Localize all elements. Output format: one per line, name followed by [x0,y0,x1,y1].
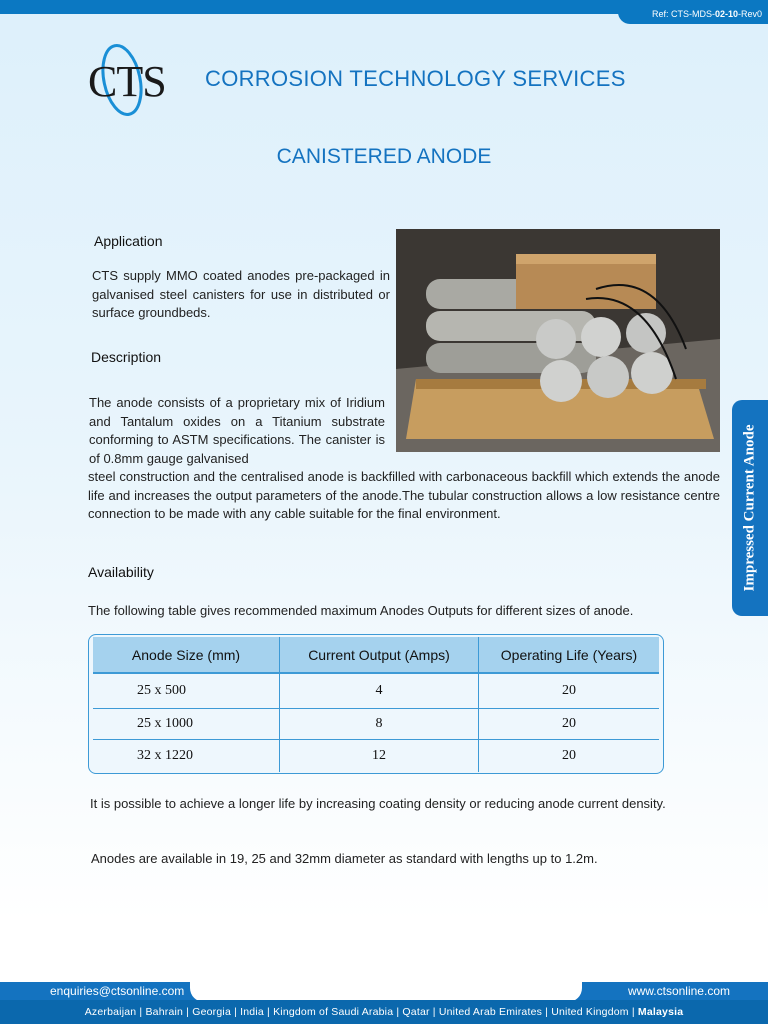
document-reference [618,0,768,24]
cell-anode-size: 25 x 500 [93,673,280,708]
anode-output-table [88,634,664,774]
application-text: CTS supply MMO coated anodes pre-packaged in galvanised steel canisters for use in distributed or surface groundbeds. [92,268,390,320]
description-text-part2: steel construction and the centralised anode is backfilled with carbonaceous backfill which extends the anode life and increases the output parameters of the anode.The tubular construction allows a low resistance centre connection to be made with any cable suitable for the final environment. [88,469,720,521]
cell-anode-size: 32 x 1220 [93,739,280,772]
cell-current-output: 8 [280,708,479,739]
availability-note: Anodes are available in 19, 25 and 32mm diameter as standard with lengths up to 1.2m. [91,851,598,866]
table-row [93,673,659,708]
side-tab-label: Impressed Current Anode [741,424,758,592]
page-title: CANISTERED ANODE [276,145,492,168]
header-current-output: Current Output (Amps) [280,637,479,673]
cell-operating-life: 20 [479,673,660,708]
description-heading: Description [91,349,162,365]
cell-current-output: 12 [280,739,479,772]
availability-intro: The following table gives recommended maximum Anodes Outputs for different sizes of anode. [88,603,634,618]
footer-contact-bar [0,982,768,1000]
side-tab [732,400,768,616]
description-text-part1: The anode consists of a proprietary mix of Iridium and Tantalum oxides on a Titanium substrate conforming to ASTM specifications. The canister is of 0.8mm gauge galvanised [89,395,385,466]
ref-suffix: -Rev0 [737,9,762,19]
application-heading: Application [94,233,163,249]
cell-anode-size: 25 x 1000 [93,708,280,739]
availability-heading: Availability [88,564,154,580]
ref-prefix: Ref: CTS-MDS- [651,9,715,19]
cell-current-output: 4 [280,673,479,708]
countries-bar [0,1000,768,1024]
canistered-anode-photo [396,229,720,452]
cts-logo [88,42,198,117]
logo-text: CTS [88,57,166,106]
email-link[interactable]: enquiries@ctsonline.com [50,984,185,998]
cell-operating-life: 20 [479,708,660,739]
table-row [93,708,659,739]
countries-list: Azerbaijan | Bahrain | Georgia | India | Kingdom of Saudi Arabia | Qatar | United Arab Emirates | United Kingdom | [84,1006,635,1018]
company-name: CORROSION TECHNOLOGY SERVICES [205,66,626,91]
table-row [93,739,659,772]
coating-density-note: It is possible to achieve a longer life by increasing coating density or reducing anode current density. [90,796,666,811]
footer-notch [190,982,582,1002]
cell-operating-life: 20 [562,747,576,763]
ref-number: 02-10 [714,9,738,19]
website-link[interactable]: www.ctsonline.com [627,984,730,998]
countries-last: Malaysia [637,1006,684,1018]
table-header-row [93,637,659,673]
header-anode-size: Anode Size (mm) [93,637,280,673]
header-operating-life: Operating Life (Years) [479,637,660,673]
